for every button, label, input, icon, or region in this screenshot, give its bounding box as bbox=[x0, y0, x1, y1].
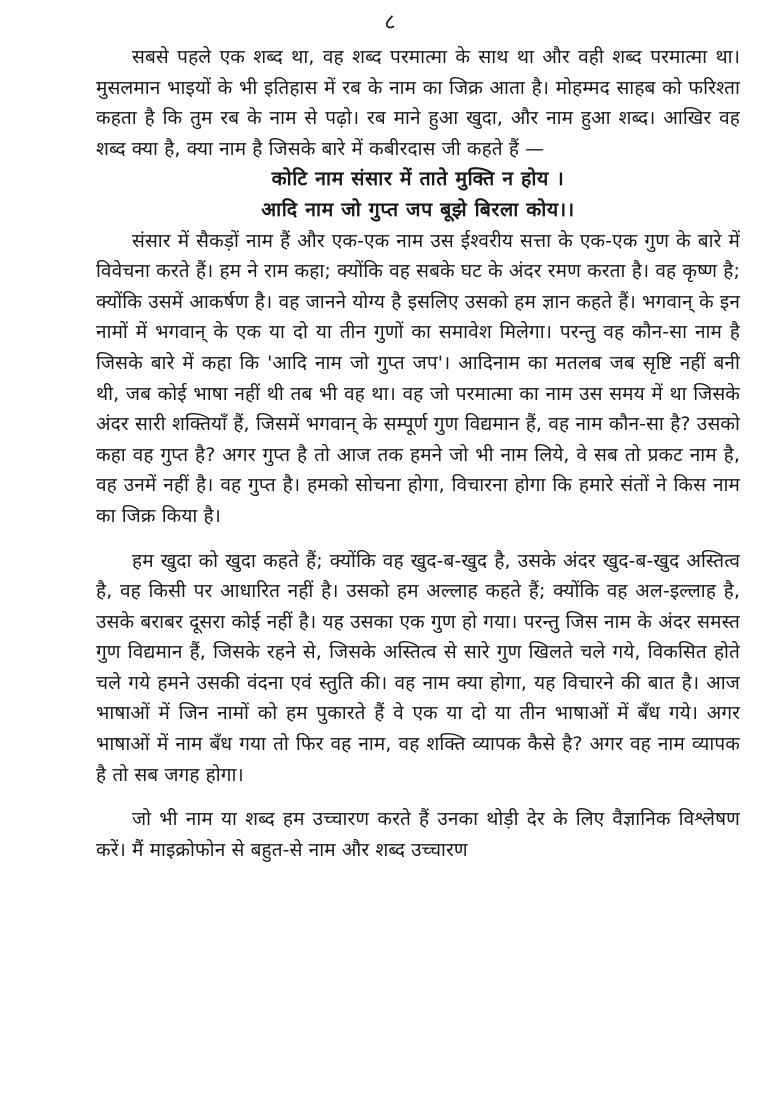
paragraph-intro: सबसे पहले एक शब्द था, वह शब्द परमात्मा के साथ था और वही शब्द परमात्मा था। मुसलमान भाइयों के भी इतिहास में रब के नाम का जिक्र आता है। मोहम्मद साहब को फरिश्ता कहता है कि तुम रब के नाम से पढ़ो। रब माने हुआ खुदा, और नाम हुआ शब्द। आखिर वह शब्द क्या है, क्या नाम है जिसके बारे में कबीरदास जी कहते हैं — bbox=[96, 46, 740, 160]
page-number: ८ bbox=[384, 10, 396, 35]
couplet-line-2: आदि नाम जो गुप्त जप बूझे बिरला कोय।। bbox=[261, 197, 575, 221]
couplet-line-1: कोटि नाम संसार में ताते मुक्ति न होय । bbox=[271, 167, 565, 191]
paragraph-closing: जो भी नाम या शब्द हम उच्चारण करते हैं उनका थोड़ी देर के लिए वैज्ञानिक विश्लेषण करें। मैं माइक्रोफोन से बहुत-से नाम और शब्द उच्चारण bbox=[96, 808, 740, 861]
paragraph-khuda: हम खुदा को खुदा कहते हैं; क्योंकि वह खुद-ब-खुद है, उसके अंदर खुद-ब-खुद अस्तित्व है, वह किसी पर आधारित नहीं है। उसको हम अल्लाह कहते हैं; क्योंकि वह अल-इल्लाह है, उसके बराबर दूसरा कोई नहीं है। यह उसका एक गुण हो गया। परन्तु जिस नाम के अंदर समस्त गुण विद्यमान हैं, जिसके रहने से, जिसके अस्तित्व से सारे गुण खिलते चले गये, विकसित होते चले गये हमने उसकी वंदना एवं स्तुति की। वह नाम क्या होगा, यह विचारने की बात है। आज भाषाओं में जिन नामों को हम पुकारते हैं वे एक या दो या तीन भाषाओं में बँध गये। अगर भाषाओं में नाम बँध गया तो फिर वह नाम, वह शक्ति व्यापक कैसे है? अगर वह नाम व्यापक है तो सब जगह होगा। bbox=[96, 549, 740, 786]
paragraph-names: संसार में सैकड़ों नाम हैं और एक-एक नाम उस ईश्वरीय सत्ता के एक-एक गुण के बारे में विवेचना करते हैं। हम ने राम कहा; क्योंकि वह सबके घट के अंदर रमण करता है। वह कृष्ण है; क्योंकि उसमें आकर्षण है। वह जानने योग्य है इसलिए उसको हम ज्ञान कहते हैं। भगवान् के इन नामों में भगवान् के एक या दो या तीन गुणों का समावेश मिलेगा। परन्तु वह कौन-सा नाम है जिसके बारे में कहा कि 'आदि नाम जो गुप्त जप'। आदिनाम का मतलब जब सृष्टि नहीं बनी थी, जब कोई भाषा नहीं थी तब भी वह था। वह जो परमात्मा का नाम उस समय में था जिसके अंदर सारी शक्तियाँ हैं, जिसमें भगवान् के सम्पूर्ण गुण विद्यमान हैं, वह नाम कौन-सा है? उसको कहा वह गुप्त है? अगर गुप्त है तो आज तक हमने जो भी नाम लिये, वे सब तो प्रकट नाम है, वह उनमें नहीं है। वह गुप्त है। हमको सोचना होगा, विचारना होगा कि हमारे संतों ने किस नाम का जिक्र किया है। bbox=[96, 229, 740, 527]
kabir-couplet bbox=[96, 164, 740, 225]
